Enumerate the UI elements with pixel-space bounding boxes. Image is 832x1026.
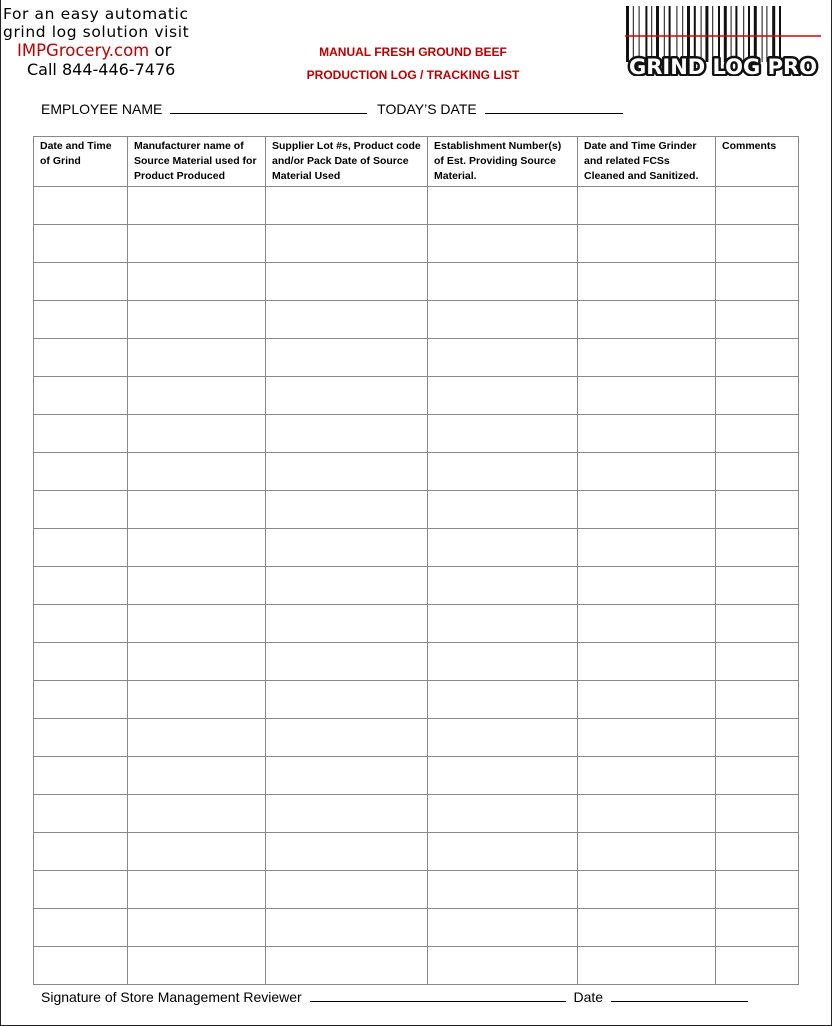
cell-date-time[interactable] — [34, 225, 128, 263]
form-title-line-1: MANUAL FRESH GROUND BEEF — [319, 45, 507, 59]
table-header-row — [34, 137, 799, 187]
cell-comments[interactable] — [716, 225, 799, 263]
cell-date-time[interactable] — [34, 719, 128, 757]
cell-date-time[interactable] — [34, 263, 128, 301]
cell-cleaned[interactable] — [578, 757, 716, 795]
signature-date-field[interactable] — [611, 989, 748, 1002]
cell-supplier-lot[interactable] — [266, 187, 428, 225]
cell-comments[interactable] — [716, 339, 799, 377]
cell-cleaned[interactable] — [578, 301, 716, 339]
cell-date-time[interactable] — [34, 871, 128, 909]
cell-establishment[interactable] — [428, 719, 578, 757]
cell-establishment[interactable] — [428, 301, 578, 339]
cell-manufacturer[interactable] — [128, 605, 266, 643]
cell-date-time[interactable] — [34, 833, 128, 871]
cell-date-time[interactable] — [34, 757, 128, 795]
cell-comments[interactable] — [716, 377, 799, 415]
cell-manufacturer[interactable] — [128, 681, 266, 719]
cell-cleaned[interactable] — [578, 225, 716, 263]
cell-comments[interactable] — [716, 605, 799, 643]
cell-supplier-lot[interactable] — [266, 301, 428, 339]
cell-date-time[interactable] — [34, 795, 128, 833]
cell-comments[interactable] — [716, 187, 799, 225]
cell-establishment[interactable] — [428, 529, 578, 567]
website-link[interactable]: IMPGrocery.com — [17, 41, 150, 60]
header-cleaned-sanitized: Date and Time Grinder and related FCSs Cleaned and Sanitized. — [578, 137, 716, 187]
cell-comments[interactable] — [716, 871, 799, 909]
signature-field[interactable] — [310, 989, 566, 1002]
cell-comments[interactable] — [716, 795, 799, 833]
cell-establishment[interactable] — [428, 947, 578, 985]
cell-cleaned[interactable] — [578, 795, 716, 833]
table-row — [34, 947, 799, 985]
signature-line — [41, 989, 748, 1005]
cell-date-time[interactable] — [34, 415, 128, 453]
cell-supplier-lot[interactable] — [266, 529, 428, 567]
promo-or-text: or — [149, 41, 172, 60]
table-row — [34, 415, 799, 453]
cell-supplier-lot[interactable] — [266, 567, 428, 605]
cell-comments[interactable] — [716, 833, 799, 871]
cell-manufacturer[interactable] — [128, 377, 266, 415]
promo-phone: Call 844-446-7476 — [27, 60, 176, 79]
cell-supplier-lot[interactable] — [266, 757, 428, 795]
signature-label: Signature of Store Management Reviewer — [41, 989, 302, 1005]
cell-date-time[interactable] — [34, 681, 128, 719]
cell-manufacturer[interactable] — [128, 795, 266, 833]
cell-date-time[interactable] — [34, 529, 128, 567]
table-row — [34, 225, 799, 263]
cell-cleaned[interactable] — [578, 947, 716, 985]
cell-supplier-lot[interactable] — [266, 833, 428, 871]
cell-establishment[interactable] — [428, 187, 578, 225]
cell-comments[interactable] — [716, 947, 799, 985]
cell-supplier-lot[interactable] — [266, 795, 428, 833]
cell-comments[interactable] — [716, 491, 799, 529]
promo-line-3 — [17, 41, 203, 60]
cell-establishment[interactable] — [428, 681, 578, 719]
cell-establishment[interactable] — [428, 795, 578, 833]
todays-date-label: TODAY’S DATE — [377, 101, 477, 117]
cell-manufacturer[interactable] — [128, 719, 266, 757]
table-row — [34, 301, 799, 339]
cell-comments[interactable] — [716, 529, 799, 567]
cell-date-time[interactable] — [34, 643, 128, 681]
cell-cleaned[interactable] — [578, 909, 716, 947]
cell-date-time[interactable] — [34, 301, 128, 339]
table-row — [34, 339, 799, 377]
cell-manufacturer[interactable] — [128, 947, 266, 985]
cell-establishment[interactable] — [428, 605, 578, 643]
cell-supplier-lot[interactable] — [266, 719, 428, 757]
cell-supplier-lot[interactable] — [266, 263, 428, 301]
logo-text: GRIND LOG PRO — [629, 55, 817, 76]
cell-supplier-lot[interactable] — [266, 643, 428, 681]
cell-manufacturer[interactable] — [128, 833, 266, 871]
table-row — [34, 605, 799, 643]
cell-date-time[interactable] — [34, 947, 128, 985]
table-row — [34, 187, 799, 225]
cell-cleaned[interactable] — [578, 719, 716, 757]
employee-name-field[interactable] — [170, 101, 367, 114]
employee-name-label: EMPLOYEE NAME — [41, 101, 163, 117]
cell-date-time[interactable] — [34, 567, 128, 605]
cell-cleaned[interactable] — [578, 263, 716, 301]
cell-supplier-lot[interactable] — [266, 453, 428, 491]
cell-establishment[interactable] — [428, 871, 578, 909]
promo-line-2: grind log solution visit — [3, 23, 190, 41]
table-row — [34, 643, 799, 681]
table-row — [34, 833, 799, 871]
cell-comments[interactable] — [716, 263, 799, 301]
cell-cleaned[interactable] — [578, 339, 716, 377]
table-row — [34, 909, 799, 947]
cell-manufacturer[interactable] — [128, 187, 266, 225]
cell-supplier-lot[interactable] — [266, 377, 428, 415]
cell-manufacturer[interactable] — [128, 263, 266, 301]
cell-establishment[interactable] — [428, 225, 578, 263]
cell-manufacturer[interactable] — [128, 339, 266, 377]
table-row — [34, 377, 799, 415]
header-date-time-grind: Date and Time of Grind — [34, 137, 128, 187]
table-row — [34, 871, 799, 909]
cell-date-time[interactable] — [34, 187, 128, 225]
cell-manufacturer[interactable] — [128, 529, 266, 567]
table-row — [34, 719, 799, 757]
cell-date-time[interactable] — [34, 453, 128, 491]
cell-comments[interactable] — [716, 681, 799, 719]
header-manufacturer-name: Manufacturer name of Source Material used for Product Produced — [128, 137, 266, 187]
cell-manufacturer[interactable] — [128, 909, 266, 947]
cell-date-time[interactable] — [34, 909, 128, 947]
cell-date-time[interactable] — [34, 377, 128, 415]
cell-cleaned[interactable] — [578, 871, 716, 909]
cell-establishment[interactable] — [428, 453, 578, 491]
cell-date-time[interactable] — [34, 339, 128, 377]
cell-comments[interactable] — [716, 757, 799, 795]
todays-date-field[interactable] — [485, 101, 623, 114]
cell-manufacturer[interactable] — [128, 301, 266, 339]
cell-establishment[interactable] — [428, 833, 578, 871]
cell-supplier-lot[interactable] — [266, 947, 428, 985]
cell-comments[interactable] — [716, 719, 799, 757]
cell-supplier-lot[interactable] — [266, 605, 428, 643]
barcode-logo-icon — [623, 4, 823, 76]
cell-comments[interactable] — [716, 567, 799, 605]
cell-cleaned[interactable] — [578, 415, 716, 453]
cell-supplier-lot[interactable] — [266, 681, 428, 719]
cell-manufacturer[interactable] — [128, 491, 266, 529]
cell-establishment[interactable] — [428, 757, 578, 795]
cell-cleaned[interactable] — [578, 453, 716, 491]
cell-establishment[interactable] — [428, 643, 578, 681]
cell-comments[interactable] — [716, 301, 799, 339]
cell-supplier-lot[interactable] — [266, 871, 428, 909]
table-body — [34, 187, 799, 985]
table-row — [34, 757, 799, 795]
cell-establishment[interactable] — [428, 263, 578, 301]
cell-establishment[interactable] — [428, 339, 578, 377]
header-supplier-lot: Supplier Lot #s, Product code and/or Pack Date of Source Material Used — [266, 137, 428, 187]
table-row — [34, 567, 799, 605]
table-row — [34, 453, 799, 491]
cell-supplier-lot[interactable] — [266, 225, 428, 263]
cell-date-time[interactable] — [34, 491, 128, 529]
form-title-line-2: PRODUCTION LOG / TRACKING LIST — [306, 68, 520, 82]
cell-cleaned[interactable] — [578, 605, 716, 643]
promo-block — [3, 5, 203, 79]
cell-establishment[interactable] — [428, 909, 578, 947]
cell-establishment[interactable] — [428, 491, 578, 529]
cell-cleaned[interactable] — [578, 681, 716, 719]
cell-establishment[interactable] — [428, 567, 578, 605]
promo-line-1: For an easy automatic — [3, 5, 189, 23]
cell-supplier-lot[interactable] — [266, 491, 428, 529]
cell-manufacturer[interactable] — [128, 415, 266, 453]
cell-date-time[interactable] — [34, 605, 128, 643]
cell-establishment[interactable] — [428, 377, 578, 415]
cell-cleaned[interactable] — [578, 529, 716, 567]
cell-manufacturer[interactable] — [128, 453, 266, 491]
cell-supplier-lot[interactable] — [266, 415, 428, 453]
cell-manufacturer[interactable] — [128, 757, 266, 795]
production-log-table — [33, 136, 799, 985]
cell-supplier-lot[interactable] — [266, 909, 428, 947]
cell-manufacturer[interactable] — [128, 567, 266, 605]
table-row — [34, 795, 799, 833]
cell-cleaned[interactable] — [578, 567, 716, 605]
cell-cleaned[interactable] — [578, 187, 716, 225]
table-row — [34, 681, 799, 719]
cell-cleaned[interactable] — [578, 491, 716, 529]
cell-comments[interactable] — [716, 453, 799, 491]
cell-cleaned[interactable] — [578, 643, 716, 681]
cell-cleaned[interactable] — [578, 377, 716, 415]
cell-comments[interactable] — [716, 643, 799, 681]
cell-comments[interactable] — [716, 909, 799, 947]
table-row — [34, 263, 799, 301]
cell-cleaned[interactable] — [578, 833, 716, 871]
cell-comments[interactable] — [716, 415, 799, 453]
cell-manufacturer[interactable] — [128, 225, 266, 263]
header-comments: Comments — [716, 137, 799, 187]
cell-manufacturer[interactable] — [128, 871, 266, 909]
header-establishment-number: Establishment Number(s) of Est. Providing Source Material. — [428, 137, 578, 187]
table-row — [34, 529, 799, 567]
table-row — [34, 491, 799, 529]
cell-supplier-lot[interactable] — [266, 339, 428, 377]
cell-manufacturer[interactable] — [128, 643, 266, 681]
signature-date-label: Date — [573, 989, 604, 1005]
cell-establishment[interactable] — [428, 415, 578, 453]
header-fields — [41, 101, 623, 117]
